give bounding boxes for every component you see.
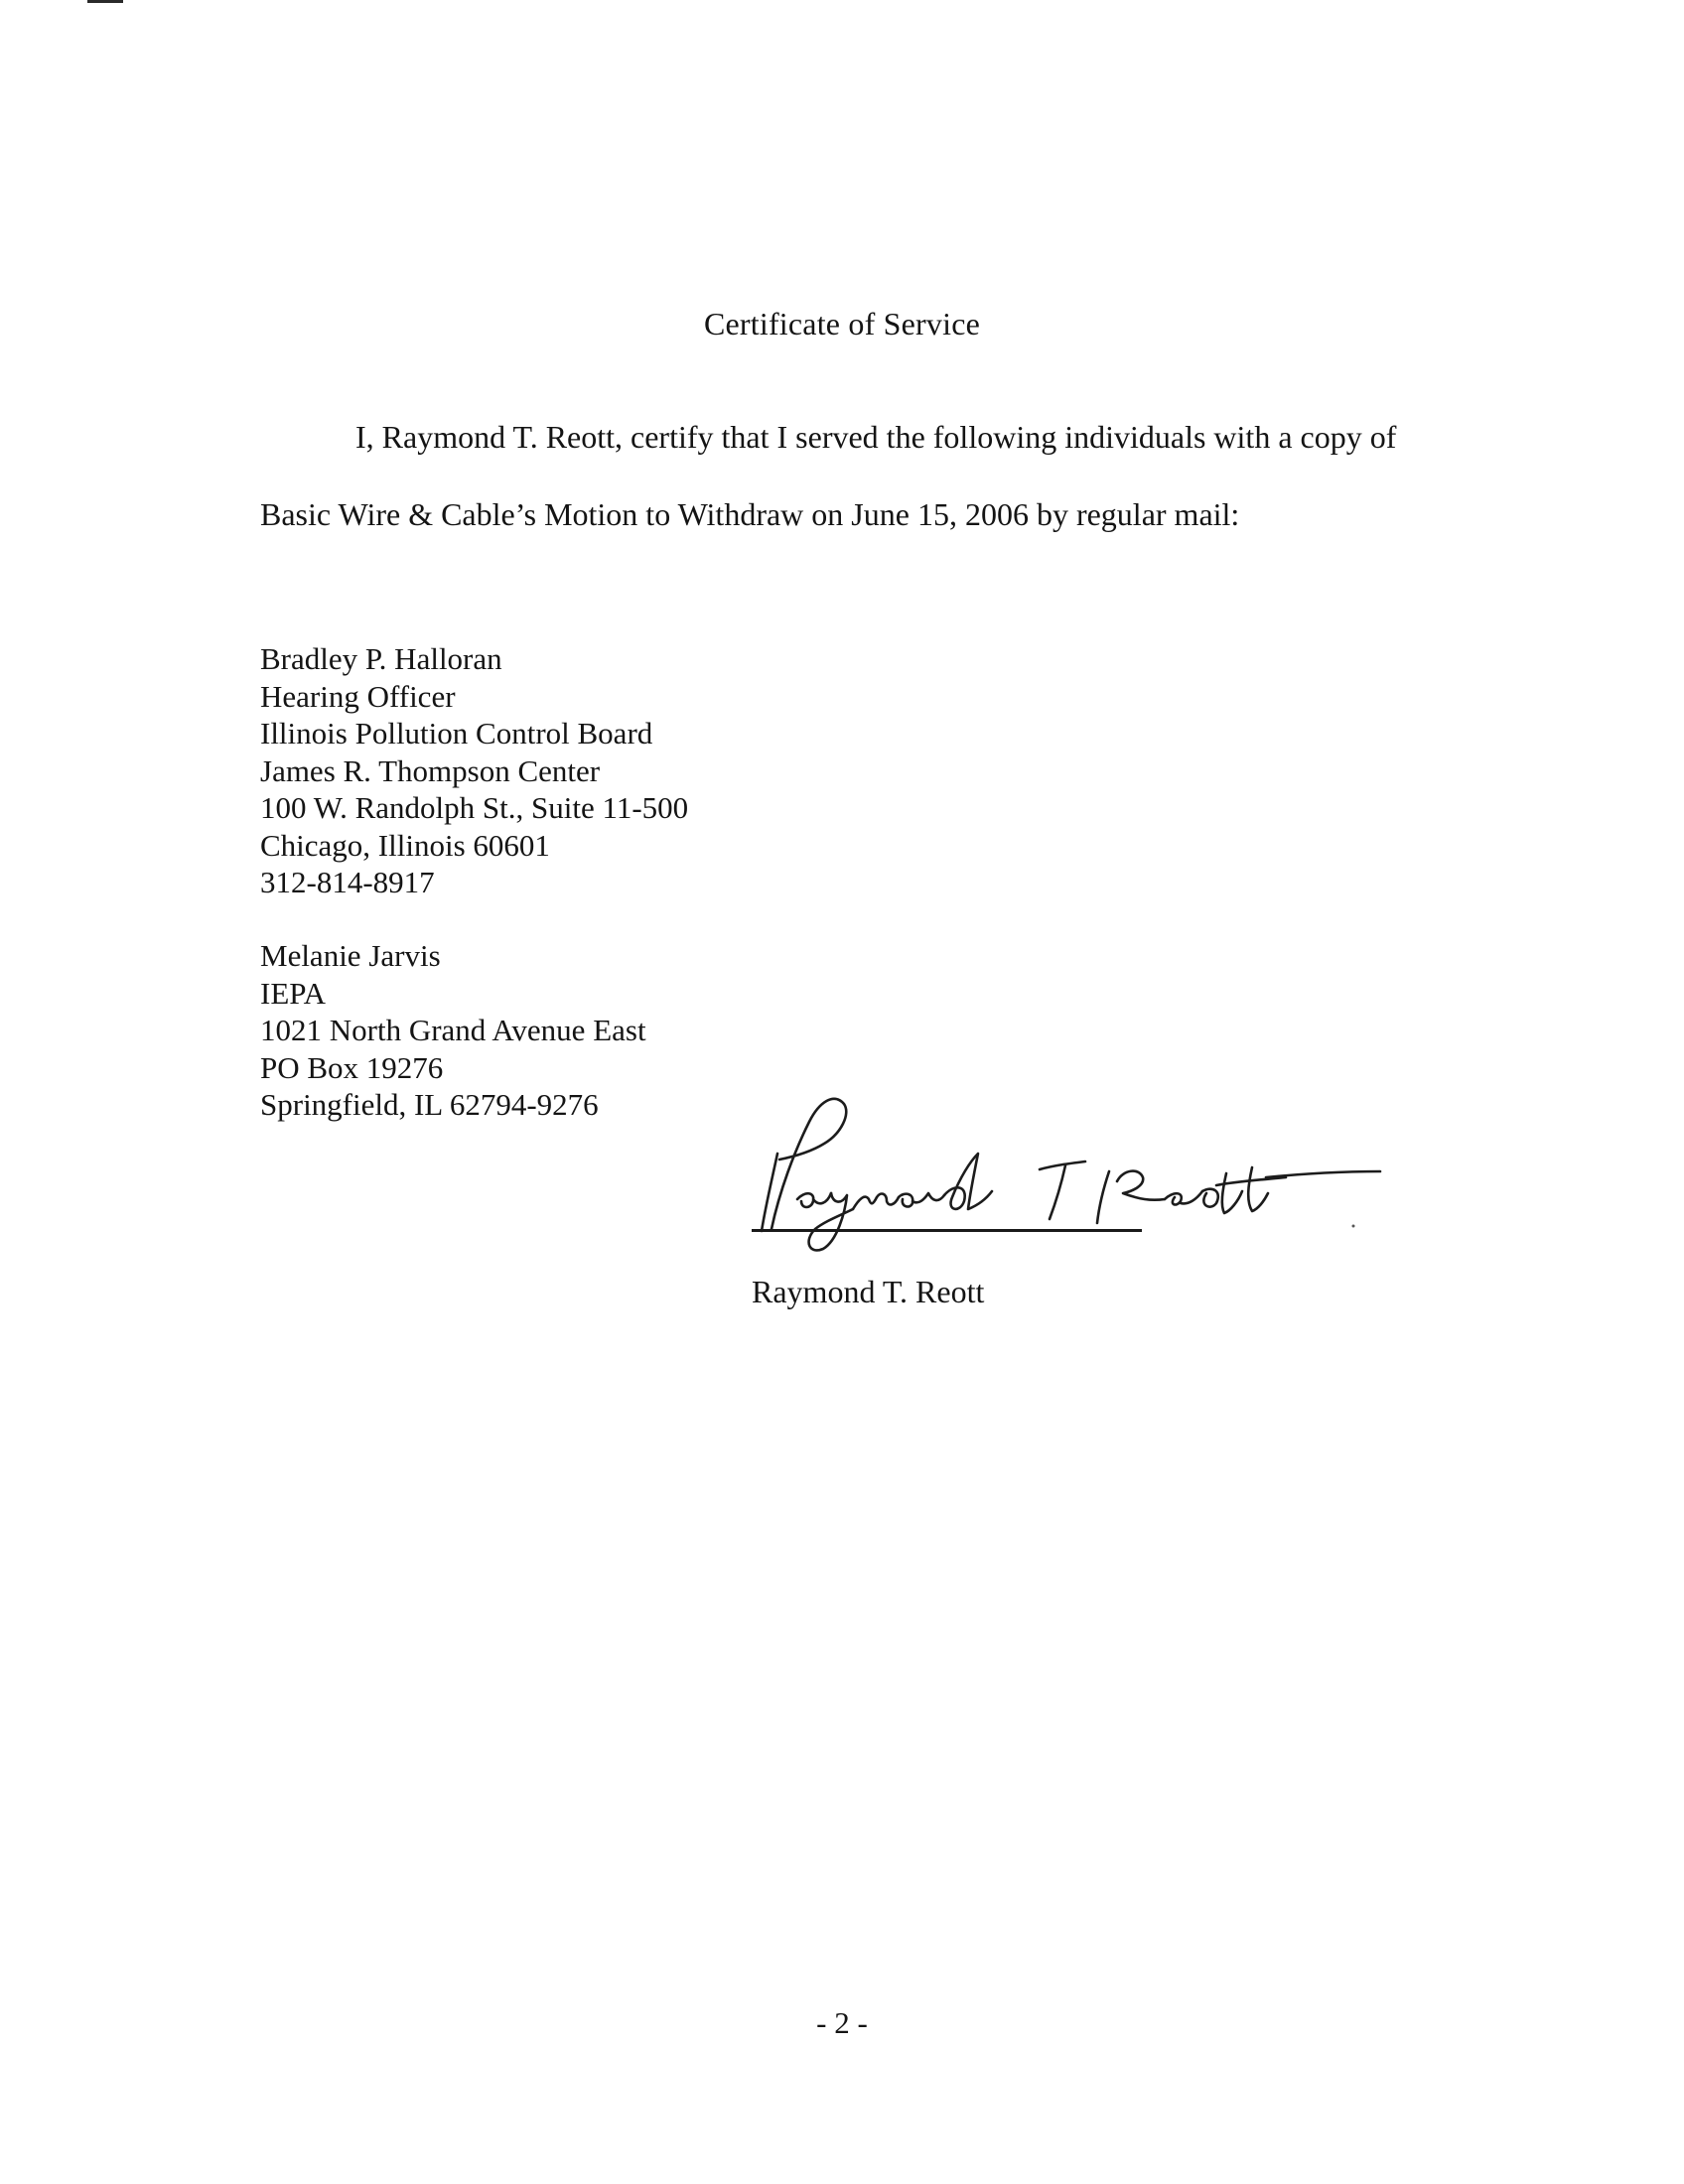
recipient-street: 100 W. Randolph St., Suite 11-500 — [260, 790, 689, 825]
page-number: - 2 - — [816, 2005, 868, 2040]
certification-text-line-1: I, Raymond T. Reott, certify that I served the following individuals with a copy of — [355, 419, 1397, 455]
document-title: Certificate of Service — [703, 306, 981, 341]
scan-artifact-mark — [87, 0, 123, 3]
recipient-city: Springfield, IL 62794-9276 — [260, 1087, 599, 1122]
recipient-name: Melanie Jarvis — [260, 938, 441, 973]
recipient-street: 1021 North Grand Avenue East — [260, 1013, 646, 1047]
recipient-address-block — [260, 937, 646, 1124]
recipient-organization: Illinois Pollution Control Board — [260, 716, 653, 751]
certification-text-line-2: Basic Wire & Cable’s Motion to Withdraw on June 15, 2006 by regular mail: — [260, 496, 1240, 532]
recipient-organization: IEPA — [260, 975, 327, 1011]
recipient-name: Bradley P. Halloran — [260, 641, 502, 676]
handwritten-signature — [750, 1082, 1395, 1261]
recipient-po-box: PO Box 19276 — [260, 1049, 444, 1085]
recipient-phone: 312-814-8917 — [260, 865, 435, 899]
signer-name: Raymond T. Reott — [752, 1274, 985, 1309]
signature-line — [752, 1229, 1142, 1232]
recipient-building: James R. Thompson Center — [260, 752, 601, 788]
recipient-address-block — [260, 640, 688, 901]
recipient-city: Chicago, Illinois 60601 — [260, 827, 550, 863]
recipient-title: Hearing Officer — [260, 678, 456, 714]
